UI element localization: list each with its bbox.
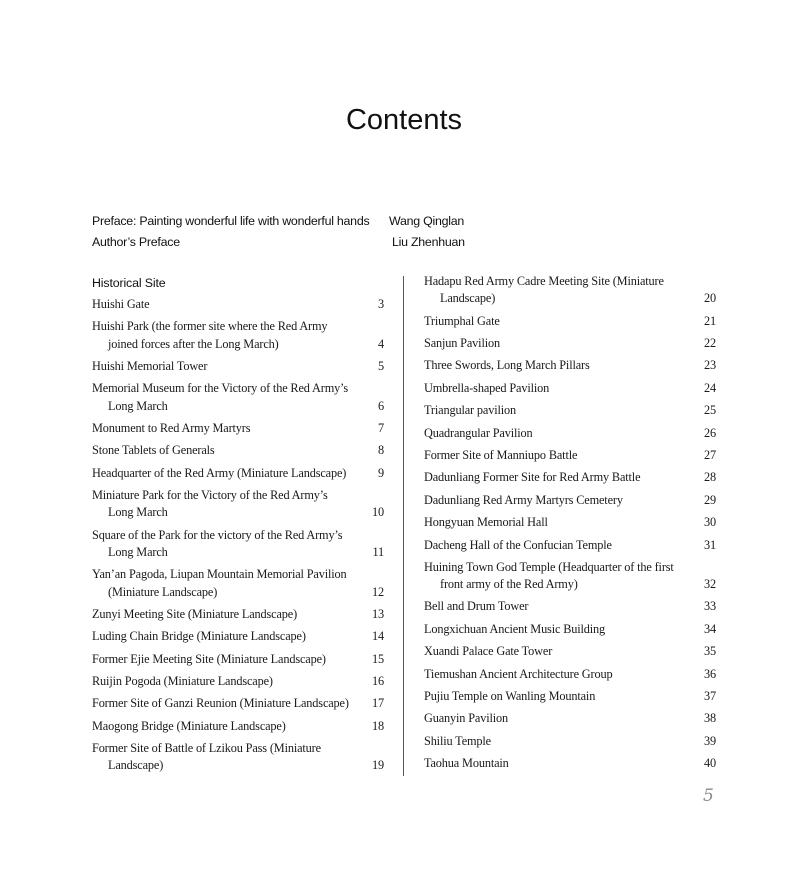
toc-entry[interactable] bbox=[424, 313, 716, 330]
toc-entry-title: Umbrella-shaped Pavilion bbox=[424, 380, 550, 395]
toc-entry-page: 8 bbox=[378, 443, 384, 458]
toc-entry-page: 17 bbox=[372, 696, 384, 711]
toc-entry-page: 4 bbox=[378, 336, 384, 351]
toc-entry[interactable] bbox=[424, 357, 716, 374]
toc-entry-page: 13 bbox=[372, 606, 384, 621]
toc-entry-title: Huishi Memorial Tower bbox=[92, 358, 208, 373]
toc-entry-page: 11 bbox=[372, 544, 384, 559]
toc-entry-page: 5 bbox=[378, 358, 384, 373]
toc-entry[interactable] bbox=[92, 442, 384, 459]
toc-entry-title: Guanyin Pavilion bbox=[424, 711, 509, 726]
toc-entry-title: Hadapu Red Army Cadre Meeting Site (Miniature Landscape) bbox=[424, 274, 664, 306]
toc-entry-page: 28 bbox=[704, 470, 716, 485]
toc-entry-page: 30 bbox=[704, 515, 716, 530]
toc-entry-title: Monument to Red Army Martyrs bbox=[92, 420, 251, 435]
toc-entry-page: 23 bbox=[704, 358, 716, 373]
toc-entry-title: Former Site of Manniupo Battle bbox=[424, 447, 578, 462]
toc-entry-page: 20 bbox=[704, 291, 716, 306]
toc-entry-page: 31 bbox=[704, 537, 716, 552]
toc-entry[interactable] bbox=[92, 606, 384, 623]
toc-entry[interactable] bbox=[92, 296, 384, 313]
toc-entry-title: Huishi Park (the former site where the Red Army joined forces after the Long March) bbox=[92, 319, 328, 351]
preface-row[interactable] bbox=[92, 235, 465, 249]
toc-entry-title: Former Ejie Meeting Site (Miniature Landscape) bbox=[92, 651, 326, 666]
toc-entry-title: Longxichuan Ancient Music Building bbox=[424, 621, 606, 636]
toc-entry-title: Stone Tablets of Generals bbox=[92, 443, 215, 458]
toc-entry-title: Triangular pavilion bbox=[424, 403, 516, 418]
toc-left-column bbox=[92, 274, 384, 780]
toc-entry-title: Headquarter of the Red Army (Miniature Landscape) bbox=[92, 465, 347, 480]
toc-entry[interactable] bbox=[92, 566, 384, 600]
toc-entry[interactable] bbox=[424, 537, 716, 554]
toc-entry[interactable] bbox=[424, 380, 716, 397]
toc-entry[interactable] bbox=[424, 733, 716, 750]
toc-entry[interactable] bbox=[424, 666, 716, 683]
toc-entry[interactable] bbox=[424, 402, 716, 419]
toc-entry[interactable] bbox=[92, 380, 384, 414]
toc-entry[interactable] bbox=[92, 465, 384, 482]
toc-entry-page: 37 bbox=[704, 689, 716, 704]
toc-entry-page: 24 bbox=[704, 380, 716, 395]
toc-entry-page: 19 bbox=[372, 758, 384, 773]
toc-entry-title: Ruijin Pogoda (Miniature Landscape) bbox=[92, 674, 273, 689]
toc-entry[interactable] bbox=[92, 358, 384, 375]
toc-entry[interactable] bbox=[424, 425, 716, 442]
preface-author: Liu Zhenhuan bbox=[392, 235, 465, 249]
preface-row[interactable] bbox=[92, 214, 465, 228]
toc-entry-page: 29 bbox=[704, 492, 716, 507]
toc-entry-title: Former Site of Battle of Lzikou Pass (Miniature Landscape) bbox=[92, 741, 321, 773]
toc-entry-title: Sanjun Pavilion bbox=[424, 335, 500, 350]
preface-title: Preface: Painting wonderful life with wonderful hands bbox=[92, 214, 370, 228]
toc-entry[interactable] bbox=[424, 447, 716, 464]
toc-entry-title: Memorial Museum for the Victory of the Red Army’s Long March bbox=[92, 381, 349, 413]
section-heading: Historical Site bbox=[92, 276, 166, 290]
toc-entry-title: Pujiu Temple on Wanling Mountain bbox=[424, 689, 596, 704]
toc-entry-title: Dadunliang Former Site for Red Army Battle bbox=[424, 470, 641, 485]
toc-entry[interactable] bbox=[92, 318, 384, 352]
toc-entry-title: Taohua Mountain bbox=[424, 756, 509, 771]
toc-entry[interactable] bbox=[92, 487, 384, 521]
toc-entry[interactable] bbox=[424, 621, 716, 638]
toc-entry[interactable] bbox=[424, 273, 716, 307]
toc-entry[interactable] bbox=[92, 740, 384, 774]
toc-entry-title: Zunyi Meeting Site (Miniature Landscape) bbox=[92, 606, 298, 621]
toc-list-right bbox=[424, 273, 716, 772]
toc-entry[interactable] bbox=[92, 420, 384, 437]
toc-entry-title: Luding Chain Bridge (Miniature Landscape) bbox=[92, 629, 306, 644]
toc-entry-page: 7 bbox=[378, 420, 384, 435]
toc-entry[interactable] bbox=[92, 673, 384, 690]
toc-entry-title: Huining Town God Temple (Headquarter of the first front army of the Red Army) bbox=[424, 559, 674, 592]
toc-entry-page: 25 bbox=[704, 403, 716, 418]
toc-entry-title: Triumphal Gate bbox=[424, 313, 500, 328]
preface-author: Wang Qinglan bbox=[389, 214, 465, 228]
toc-entry-page: 10 bbox=[372, 505, 384, 520]
page-title: Contents bbox=[345, 104, 463, 136]
toc-entry[interactable] bbox=[92, 628, 384, 645]
toc-entry-page: 40 bbox=[704, 756, 716, 771]
toc-entry[interactable] bbox=[424, 559, 716, 593]
toc-entry-page: 3 bbox=[378, 297, 384, 311]
toc-entry[interactable] bbox=[424, 643, 716, 660]
toc-entry-page: 22 bbox=[704, 335, 716, 350]
toc-right-column bbox=[424, 273, 716, 778]
toc-entry-page: 38 bbox=[704, 711, 716, 726]
toc-entry-page: 14 bbox=[372, 629, 384, 644]
toc-entry-title: Quadrangular Pavilion bbox=[424, 425, 533, 440]
toc-entry[interactable] bbox=[424, 598, 716, 615]
toc-entry-page: 32 bbox=[704, 577, 716, 592]
toc-entry-page: 21 bbox=[704, 313, 716, 328]
toc-entry-title: Huishi Gate bbox=[92, 297, 150, 311]
toc-entry-title: Yan’an Pagoda, Liupan Mountain Memorial Pavilion (Miniature Landscape) bbox=[92, 567, 347, 599]
toc-entry[interactable] bbox=[92, 695, 384, 712]
toc-entry-page: 18 bbox=[372, 718, 384, 733]
toc-entry[interactable] bbox=[424, 492, 716, 509]
toc-entry-title: Bell and Drum Tower bbox=[424, 599, 529, 614]
toc-entry-title: Shiliu Temple bbox=[424, 733, 491, 748]
toc-entry-page: 15 bbox=[372, 651, 384, 666]
toc-entry-title: Maogong Bridge (Miniature Landscape) bbox=[92, 718, 286, 733]
toc-entry[interactable] bbox=[424, 335, 716, 352]
toc-entry-page: 39 bbox=[704, 733, 716, 748]
preface-title: Author’s Preface bbox=[92, 235, 180, 249]
toc-list-left bbox=[92, 296, 384, 775]
toc-entry[interactable] bbox=[92, 718, 384, 735]
column-divider bbox=[403, 276, 404, 776]
toc-entry[interactable] bbox=[424, 755, 716, 772]
page-number: 5 bbox=[703, 786, 714, 806]
toc-entry-page: 27 bbox=[704, 447, 716, 462]
toc-entry-page: 9 bbox=[378, 465, 384, 480]
toc-entry-page: 34 bbox=[704, 621, 716, 636]
toc-entry[interactable] bbox=[424, 514, 716, 531]
toc-entry-page: 16 bbox=[372, 674, 384, 689]
toc-entry-title: Hongyuan Memorial Hall bbox=[424, 515, 548, 530]
toc-entry-title: Dadunliang Red Army Martyrs Cemetery bbox=[424, 492, 623, 507]
toc-entry[interactable] bbox=[424, 710, 716, 727]
toc-entry-page: 33 bbox=[704, 599, 716, 614]
toc-entry[interactable] bbox=[92, 527, 384, 561]
toc-entry[interactable] bbox=[424, 688, 716, 705]
toc-entry-page: 35 bbox=[704, 644, 716, 659]
toc-entry-title: Former Site of Ganzi Reunion (Miniature Landscape) bbox=[92, 696, 349, 711]
toc-entry-title: Three Swords, Long March Pillars bbox=[424, 358, 590, 373]
toc-entry-page: 26 bbox=[704, 425, 716, 440]
toc-entry-title: Miniature Park for the Victory of the Red Army’s Long March bbox=[92, 488, 328, 520]
toc-entry-title: Dacheng Hall of the Confucian Temple bbox=[424, 537, 612, 552]
toc-entry[interactable] bbox=[92, 651, 384, 668]
toc-entry-page: 36 bbox=[704, 666, 716, 681]
toc-entry-page: 12 bbox=[372, 584, 384, 599]
toc-entry[interactable] bbox=[424, 469, 716, 486]
toc-entry-title: Tiemushan Ancient Architecture Group bbox=[424, 666, 613, 681]
toc-entry-title: Xuandi Palace Gate Tower bbox=[424, 644, 553, 659]
toc-entry-page: 6 bbox=[378, 398, 384, 413]
toc-entry-title: Square of the Park for the victory of the Red Army’s Long March bbox=[92, 527, 343, 559]
